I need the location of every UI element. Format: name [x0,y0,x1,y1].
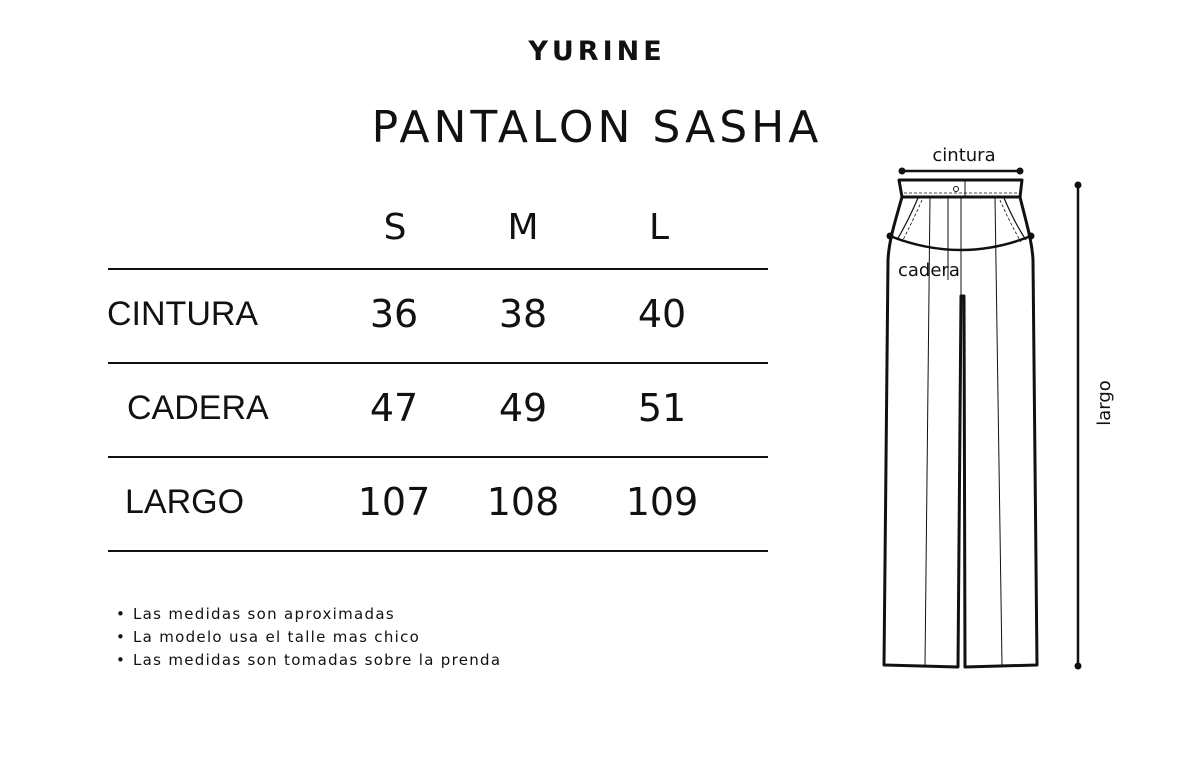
row-label-cintura: CINTURA [107,295,259,333]
cell-cadera-s: 47 [369,386,419,430]
cell-cintura-m: 38 [498,292,548,336]
cell-cintura-l: 40 [637,292,687,336]
cell-cintura-s: 36 [369,292,419,336]
note-item: • Las medidas son tomadas sobre la prenda [116,649,501,672]
row-label-cadera: CADERA [127,389,269,427]
table-rule-bottom [108,550,768,552]
pants-measurement-diagram [870,140,1115,680]
pants-outline [884,180,1037,667]
length-measure-line [1075,182,1082,670]
note-item: • Las medidas son aproximadas [116,603,501,626]
size-header-m: M [507,207,539,248]
waist-measure-line [899,168,1024,175]
cell-cadera-l: 51 [637,386,687,430]
brand-name: YURINE [528,36,666,67]
cell-largo-m: 108 [486,480,560,524]
waist-label: cintura [932,145,996,166]
cell-largo-s: 107 [357,480,431,524]
table-rule-top [108,268,768,270]
product-title: PANTALON SASHA [371,102,823,153]
cell-largo-l: 109 [625,480,699,524]
hip-label: cadera [898,260,960,281]
size-header-l: L [648,207,670,248]
notes-list [116,603,501,672]
table-rule-1 [108,362,768,364]
note-item: • La modelo usa el talle mas chico [116,626,501,649]
table-rule-2 [108,456,768,458]
row-label-largo: LARGO [125,483,245,521]
size-header-s: S [383,207,407,248]
length-label: largo [1094,380,1115,426]
cell-cadera-m: 49 [498,386,548,430]
